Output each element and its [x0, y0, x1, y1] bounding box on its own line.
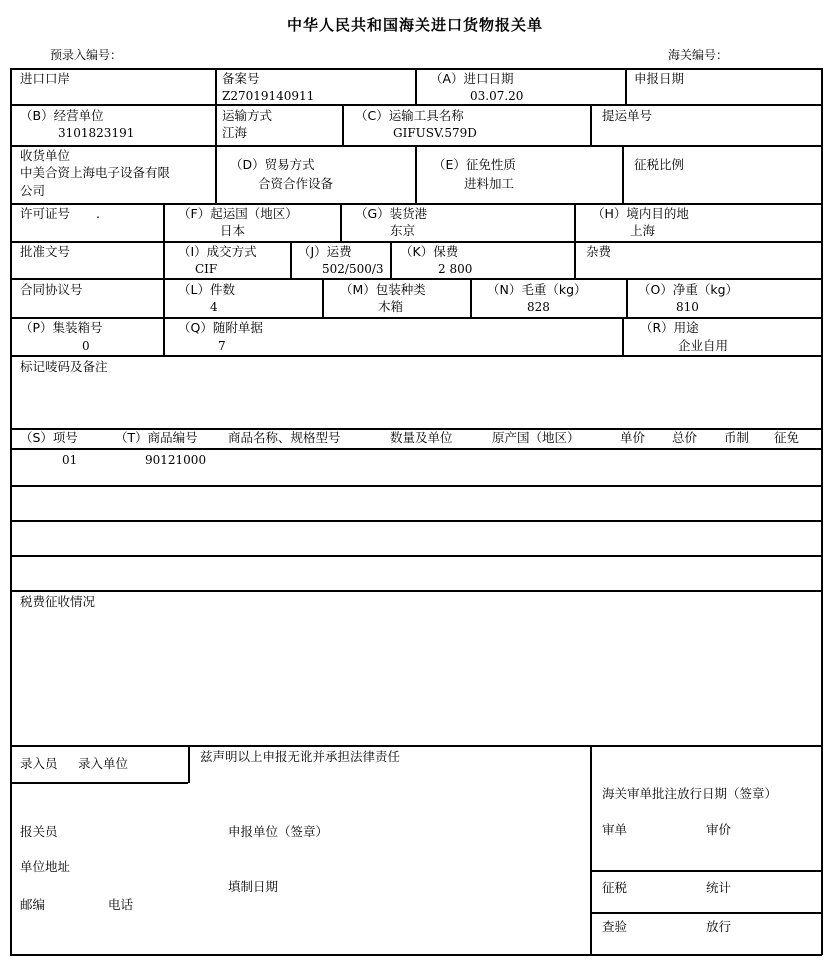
- container-no-label: （P）集装箱号: [20, 320, 103, 335]
- entry-unit-label: 录入单位: [78, 756, 129, 771]
- vessel-value: GIFUSV.579D: [393, 126, 477, 140]
- import-port-label: 进口口岸: [20, 71, 71, 86]
- net-weight-value: 810: [676, 300, 699, 314]
- goods-item-no: 01: [62, 453, 78, 467]
- deal-mode-value: CIF: [195, 262, 218, 276]
- record-no-label: 备案号: [222, 71, 260, 86]
- transport-mode-value: 江海: [222, 125, 248, 140]
- goods-header-currency: 币制: [724, 430, 750, 445]
- goods-header-exemption: 征免: [774, 430, 800, 445]
- goods-header-name-spec: 商品名称、规格型号: [228, 430, 341, 445]
- package-type-label: （M）包装种类: [340, 282, 426, 297]
- import-date-value: 03.07.20: [470, 89, 524, 103]
- loading-port-label: （G）装货港: [355, 206, 428, 221]
- trade-mode-label: （D）贸易方式: [230, 157, 315, 172]
- contract-no-label: 合同协议号: [20, 282, 83, 297]
- tax-collection-label: 税费征收情况: [20, 594, 96, 609]
- goods-code: 90121000: [145, 453, 207, 467]
- release-label: 放行: [706, 919, 732, 934]
- attached-docs-value: 7: [218, 339, 226, 353]
- loading-port-value: 东京: [390, 223, 416, 238]
- freight-label: （J）运费: [298, 244, 352, 259]
- declaration-statement: 兹声明以上申报无讹并承担法律责任: [200, 749, 401, 764]
- record-no-value: Z27019140911: [222, 89, 315, 103]
- goods-header-origin: 原产国（地区）: [492, 430, 580, 445]
- goods-header-quantity-unit: 数量及单位: [390, 430, 453, 445]
- operator-label: （B）经营单位: [20, 108, 104, 123]
- net-weight-label: （O）净重（kg）: [638, 282, 739, 297]
- document-review-label: 审单: [602, 822, 628, 837]
- phone-label: 电话: [108, 897, 134, 912]
- freight-value: 502/500/3: [322, 262, 384, 276]
- inspection-label: 查验: [602, 919, 628, 934]
- declaring-unit-label: 申报单位（签章）: [228, 824, 329, 839]
- usage-value: 企业自用: [678, 338, 729, 353]
- consignee-value-line1: 中美合资上海电子设备有限: [20, 165, 171, 180]
- insurance-label: （K）保费: [400, 244, 459, 259]
- origin-country-value: 日本: [220, 223, 246, 238]
- destination-label: （H）境内目的地: [592, 206, 689, 221]
- postcode-label: 邮编: [20, 897, 46, 912]
- bill-no-label: 提运单号: [602, 108, 653, 123]
- transport-mode-label: 运输方式: [222, 108, 273, 123]
- customs-no-label: 海关编号：: [668, 48, 729, 62]
- gross-weight-value: 828: [527, 300, 550, 314]
- goods-header-unit-price: 单价: [620, 430, 646, 445]
- declare-date-label: 申报日期: [634, 71, 685, 86]
- origin-country-label: （F）起运国（地区）: [178, 206, 298, 221]
- package-type-value: 木箱: [378, 299, 404, 314]
- attached-docs-label: （Q）随附单据: [178, 320, 263, 335]
- gross-weight-label: （N）毛重（kg）: [487, 282, 587, 297]
- pieces-label: （L）件数: [178, 282, 235, 297]
- goods-header-item-no: （S）项号: [20, 430, 78, 445]
- declarant-label: 报关员: [20, 824, 58, 839]
- tax-ratio-label: 征税比例: [634, 157, 685, 172]
- destination-value: 上海: [630, 223, 656, 238]
- goods-header-code: （T）商品编号: [115, 430, 198, 445]
- usage-label: （R）用途: [640, 320, 699, 335]
- entry-clerk-label: 录入员: [20, 756, 58, 771]
- import-date-label: （A）进口日期: [430, 71, 514, 86]
- exemption-label: （E）征免性质: [433, 157, 516, 172]
- exemption-value: 进料加工: [464, 176, 515, 191]
- trade-mode-value: 合资合作设备: [258, 176, 334, 191]
- insurance-value: 2 800: [438, 262, 473, 276]
- deal-mode-label: （I）成交方式: [178, 244, 257, 259]
- pieces-value: 4: [210, 300, 218, 314]
- license-label: 许可证号: [20, 206, 71, 221]
- pre-entry-no-label: 预录入编号：: [50, 48, 123, 62]
- form-title: 中华人民共和国海关进口货物报关单: [286, 16, 543, 34]
- approval-no-label: 批准文号: [20, 244, 71, 259]
- goods-header-total-price: 总价: [672, 430, 698, 445]
- container-no-value: 0: [82, 339, 90, 353]
- customs-approval-label: 海关审单批注放行日期（签章）: [602, 786, 778, 801]
- operator-value: 3101823191: [58, 126, 135, 140]
- misc-fee-label: 杂费: [586, 244, 612, 259]
- fill-date-label: 填制日期: [228, 879, 279, 894]
- price-review-label: 审价: [706, 822, 732, 837]
- license-value: .: [96, 206, 100, 221]
- marks-remarks-label: 标记唛码及备注: [20, 359, 108, 374]
- statistics-label: 统计: [706, 880, 732, 895]
- consignee-label: 收货单位: [20, 148, 71, 163]
- vessel-label: （C）运输工具名称: [355, 108, 464, 123]
- unit-address-label: 单位地址: [20, 859, 71, 874]
- consignee-value-line2: 公司: [20, 183, 46, 198]
- tax-collect-label: 征税: [602, 880, 628, 895]
